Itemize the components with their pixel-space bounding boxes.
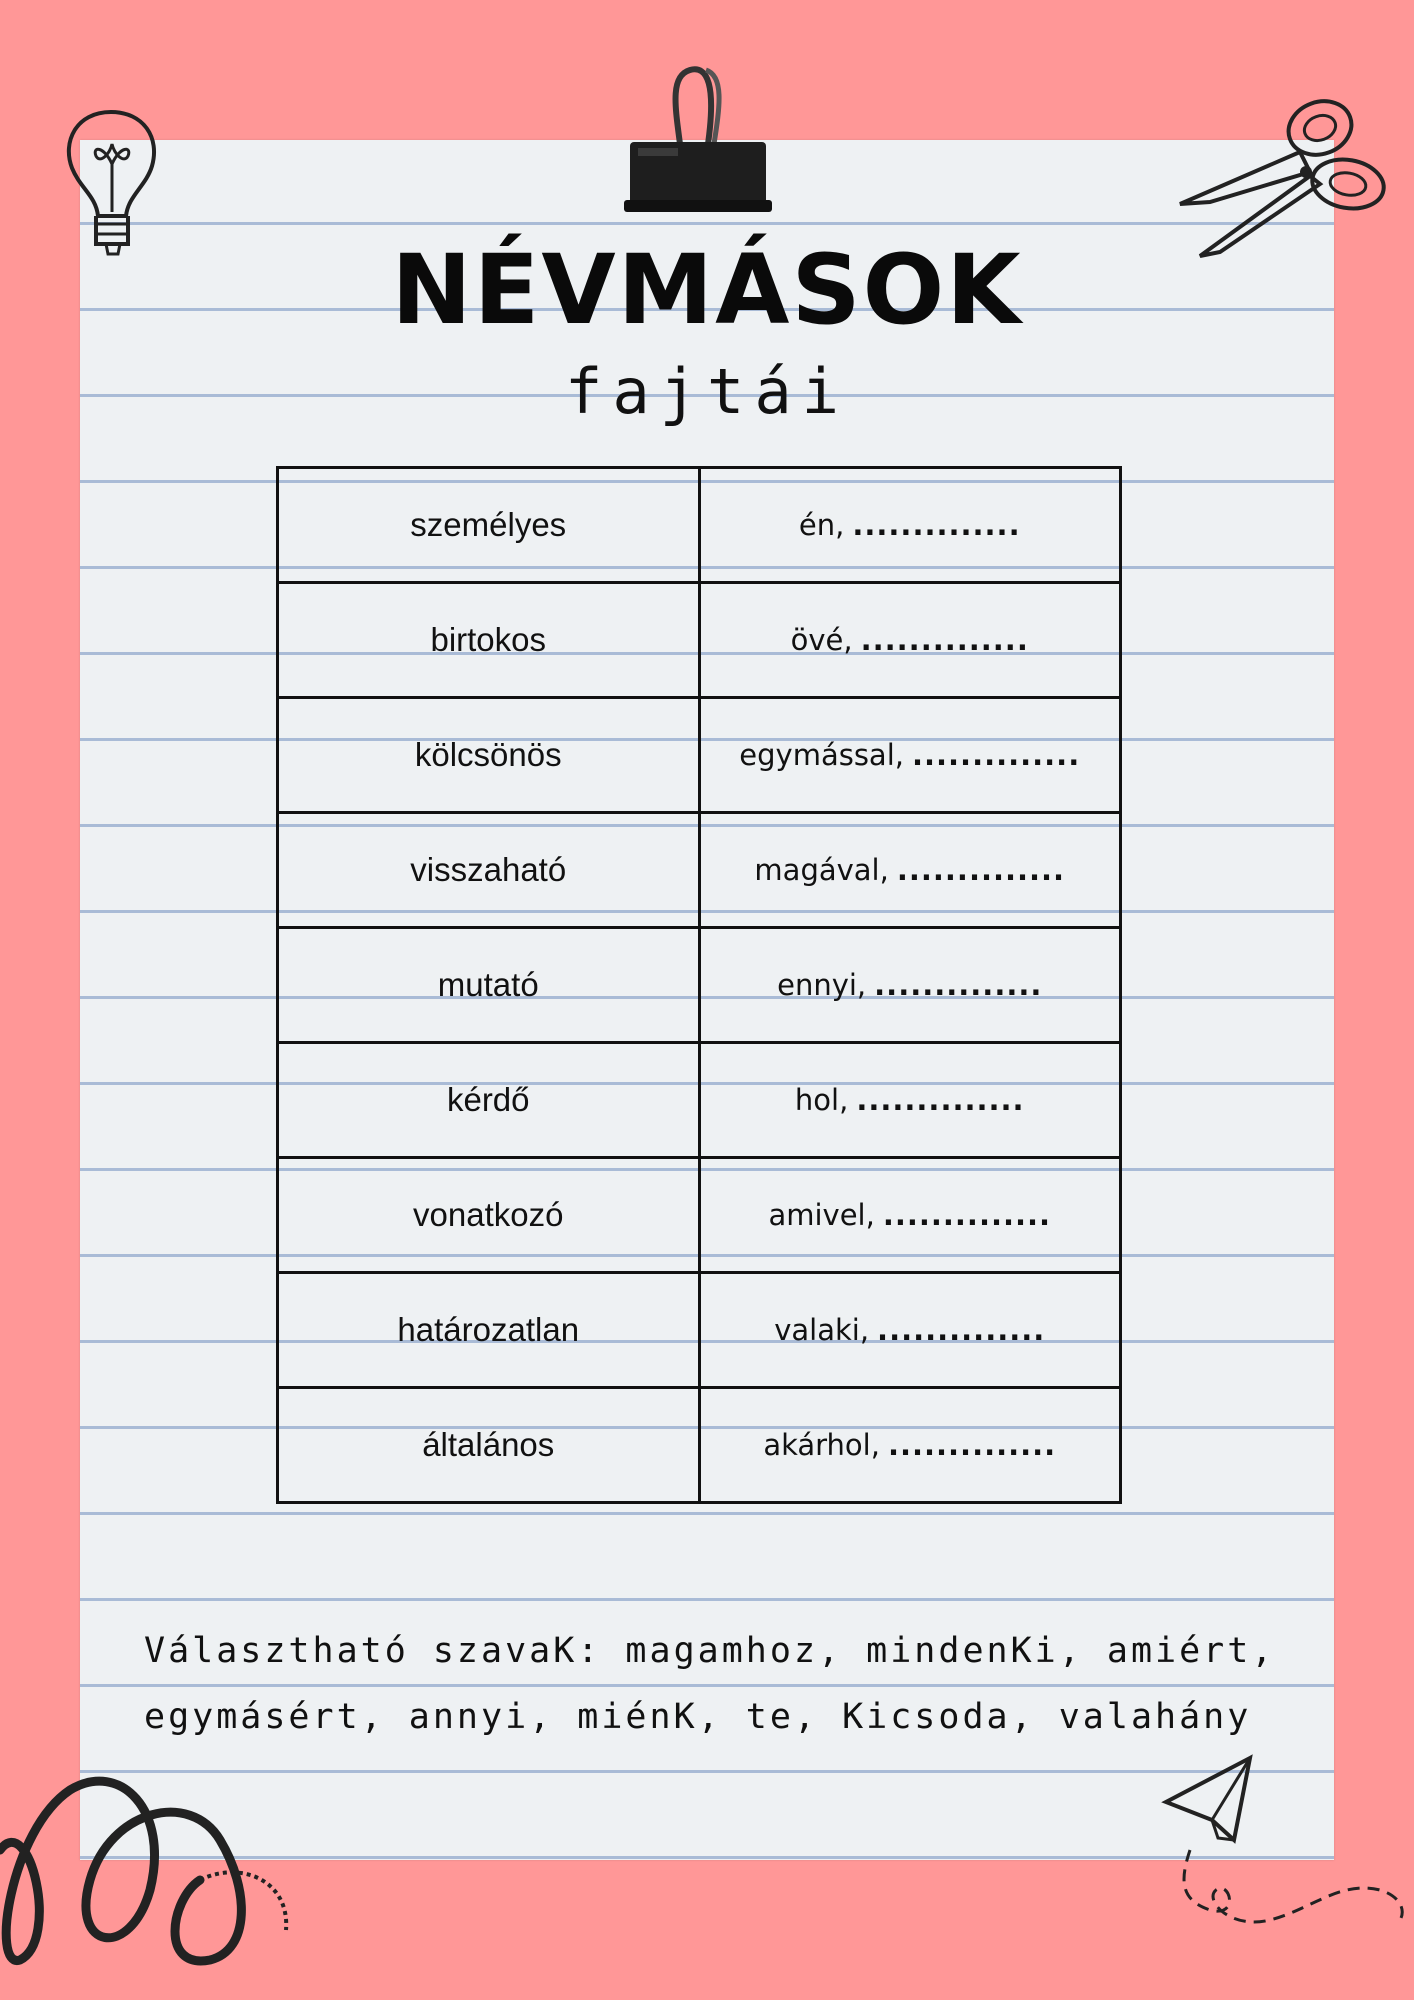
answer-blank[interactable]: .............. [860, 623, 1029, 657]
pronoun-types-table [276, 466, 1122, 1504]
answer-blank[interactable]: .............. [852, 508, 1021, 542]
answer-blank[interactable]: .............. [911, 738, 1081, 772]
example-cell [699, 1043, 1121, 1158]
pronoun-type-cell: kölcsönös [278, 698, 700, 813]
example-cell [699, 928, 1121, 1043]
pronoun-type-cell: birtokos [278, 583, 700, 698]
table-row [278, 1273, 1121, 1388]
scribble-loops-icon [0, 1750, 300, 1980]
word-bank-line-2: egymásért, annyi, miénK, te, Kicsoda, valahány [144, 1697, 1252, 1737]
example-cell [699, 583, 1121, 698]
example-word: egymással, [739, 738, 904, 772]
pronoun-type-cell: vonatkozó [278, 1158, 700, 1273]
table-row [278, 468, 1121, 583]
example-cell [699, 1273, 1121, 1388]
answer-blank[interactable]: .............. [856, 1083, 1025, 1117]
page-subtitle: fajtái [565, 355, 849, 428]
table-row [278, 698, 1121, 813]
example-cell [699, 1388, 1121, 1503]
example-cell [699, 813, 1121, 928]
pronoun-type-cell: személyes [278, 468, 700, 583]
page-title: NÉVMÁSOK [391, 234, 1023, 346]
pronoun-type-cell: határozatlan [278, 1273, 700, 1388]
example-word: akárhol, [763, 1428, 880, 1462]
answer-blank[interactable]: .............. [882, 1198, 1052, 1232]
example-word: övé, [790, 623, 853, 657]
example-cell [699, 468, 1121, 583]
pronoun-type-cell: mutató [278, 928, 700, 1043]
table-row [278, 1043, 1121, 1158]
table-row [278, 1158, 1121, 1273]
table-row [278, 1388, 1121, 1503]
word-bank [144, 1618, 1284, 1750]
pronoun-type-cell: általános [278, 1388, 700, 1503]
example-cell [699, 698, 1121, 813]
answer-blank[interactable]: .............. [896, 853, 1066, 887]
paper-plane-icon [1160, 1750, 1410, 1940]
example-word: magával, [754, 853, 889, 887]
pronoun-type-cell: visszaható [278, 813, 700, 928]
example-word: amivel, [768, 1198, 875, 1232]
answer-blank[interactable]: .............. [877, 1313, 1046, 1347]
binder-clip-icon [620, 66, 776, 216]
example-word: ennyi, [777, 968, 867, 1002]
word-bank-line-1: Választható szavaK: magamhoz, mindenKi, amiért, [144, 1631, 1276, 1671]
answer-blank[interactable]: .............. [874, 968, 1043, 1002]
example-cell [699, 1158, 1121, 1273]
table-row [278, 583, 1121, 698]
pronoun-type-cell: kérdő [278, 1043, 700, 1158]
answer-blank[interactable]: .............. [887, 1428, 1057, 1462]
example-word: hol, [794, 1083, 849, 1117]
example-word: valaki, [774, 1313, 870, 1347]
table-row [278, 813, 1121, 928]
table-row [278, 928, 1121, 1043]
example-word: én, [798, 508, 845, 542]
